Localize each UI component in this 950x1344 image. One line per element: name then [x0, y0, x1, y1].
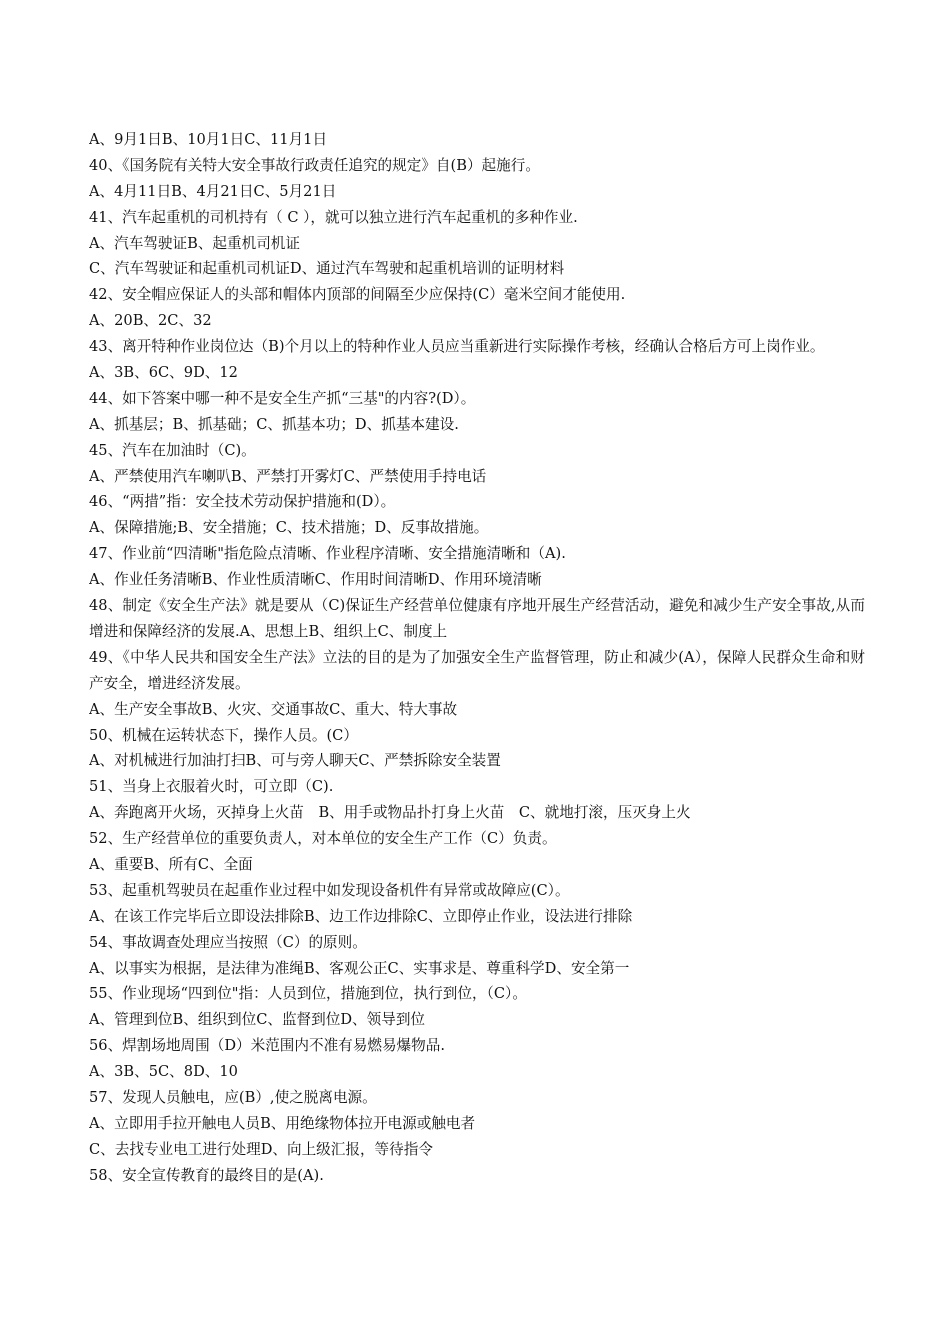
options-line: C、汽车驾驶证和起重机司机证D、通过汽车驾驶和起重机培训的证明材料 [89, 260, 565, 278]
question-line: 57、发现人员触电，应(B）,使之脱离电源。 [89, 1089, 377, 1107]
options-line: A、生产安全事故B、火灾、交通事故C、重大、特大事故 [89, 700, 458, 718]
question-line: 50、机械在运转状态下，操作人员。(C） [89, 726, 358, 744]
options-line: A、3B、5C、8D、10 [89, 1063, 238, 1081]
options-line: A、管理到位B、组织到位C、监督到位D、领导到位 [89, 1011, 426, 1029]
options-line: A、在该工作完毕后立即设法排除B、边工作边排除C、立即停止作业，设法进行排除 [89, 907, 633, 925]
question-line: 55、作业现场“四到位"指：人员到位，措施到位，执行到位，（C）。 [89, 985, 527, 1003]
options-line: A、以事实为根据，是法律为准绳B、客观公正C、实事求是、尊重科学D、安全第一 [89, 959, 630, 977]
question-line: 52、生产经营单位的重要负责人，对本单位的安全生产工作（C）负责。 [89, 830, 557, 848]
question-line: 58、安全宣传教育的最终目的是(A). [89, 1166, 324, 1184]
options-line: A、汽车驾驶证B、起重机司机证 [89, 234, 300, 252]
question-line: 53、起重机驾驶员在起重作业过程中如发现设备机件有异常或故障应(C）。 [89, 881, 570, 899]
options-line: A、重要B、所有C、全面 [89, 856, 253, 874]
question-line: 51、当身上衣服着火时，可立即（C). [89, 778, 334, 796]
options-line: A、保障措施;B、安全措施；C、技术措施；D、反事故措施。 [89, 519, 489, 537]
options-line: A、严禁使用汽车喇叭B、严禁打开雾灯C、严禁使用手持电话 [89, 467, 487, 485]
question-line: 46、“两措”指：安全技术劳动保护措施和(D）。 [89, 493, 396, 511]
question-line: 56、焊割场地周围（D）米范围内不准有易燃易爆物品. [89, 1037, 445, 1055]
options-line: A、立即用手拉开触电人员B、用绝缘物体拉开电源或触电者 [89, 1114, 476, 1132]
text-line: A、9月1日B、10月1日C、11月1日 [89, 131, 328, 148]
question-line: 47、作业前“四清晰"指危险点清晰、作业程序清晰、安全措施清晰和（A). [89, 545, 566, 563]
options-line: A、20B、2C、32 [89, 312, 212, 330]
question-line: 40、《国务院有关特大安全事故行政责任追究的规定》自(B）起施行。 [89, 156, 540, 174]
document-page [89, 127, 865, 1189]
options-line: C、去找专业电工进行处理D、向上级汇报，等待指令 [89, 1140, 433, 1158]
options-line: A、对机械进行加油打扫B、可与旁人聊天C、严禁拆除安全装置 [89, 752, 501, 770]
question-line: 48、制定《安全生产法》就是要从（C)保证生产经营单位健康有序地开展生产经营活动，避免和减少生产安全事故,从而增进和保障经济的发展.A、思想上B、组织上C、制度上 [89, 597, 865, 640]
options-line: A、3B、6C、9D、12 [89, 364, 238, 382]
question-line: 43、离开特种作业岗位达（B)个月以上的特种作业人员应当重新进行实际操作考核，经确认合格后方可上岗作业。 [89, 338, 825, 356]
question-line: 45、汽车在加油时（C)。 [89, 441, 256, 459]
question-line: 42、安全帽应保证人的头部和帽体内顶部的间隔至少应保持(C）毫米空间才能使用. [89, 286, 626, 304]
options-line: A、奔跑离开火场，灭掉身上火苗 B、用手或物品扑打身上火苗 C、就地打滚，压灭身上火 [89, 804, 691, 822]
question-line: 54、事故调查处理应当按照（C）的原则。 [89, 933, 367, 951]
options-line: A、抓基层；B、抓基础；C、抓基本功；D、抓基本建设. [89, 415, 459, 433]
question-line: 41、汽车起重机的司机持有（ C ），就可以独立进行汽车起重机的多种作业. [89, 208, 578, 226]
question-line: 44、如下答案中哪一种不是安全生产抓“三基"的内容?(D）。 [89, 389, 476, 407]
options-line: A、作业任务清晰B、作业性质清晰C、作用时间清晰D、作用环境清晰 [89, 571, 542, 589]
question-line: 49、《中华人民共和国安全生产法》立法的目的是为了加强安全生产监督管理，防止和减少(A），保障人民群众生命和财产安全，增进经济发展。 [89, 648, 865, 692]
options-line: A、4月11日B、4月21日C、5月21日 [89, 182, 337, 200]
